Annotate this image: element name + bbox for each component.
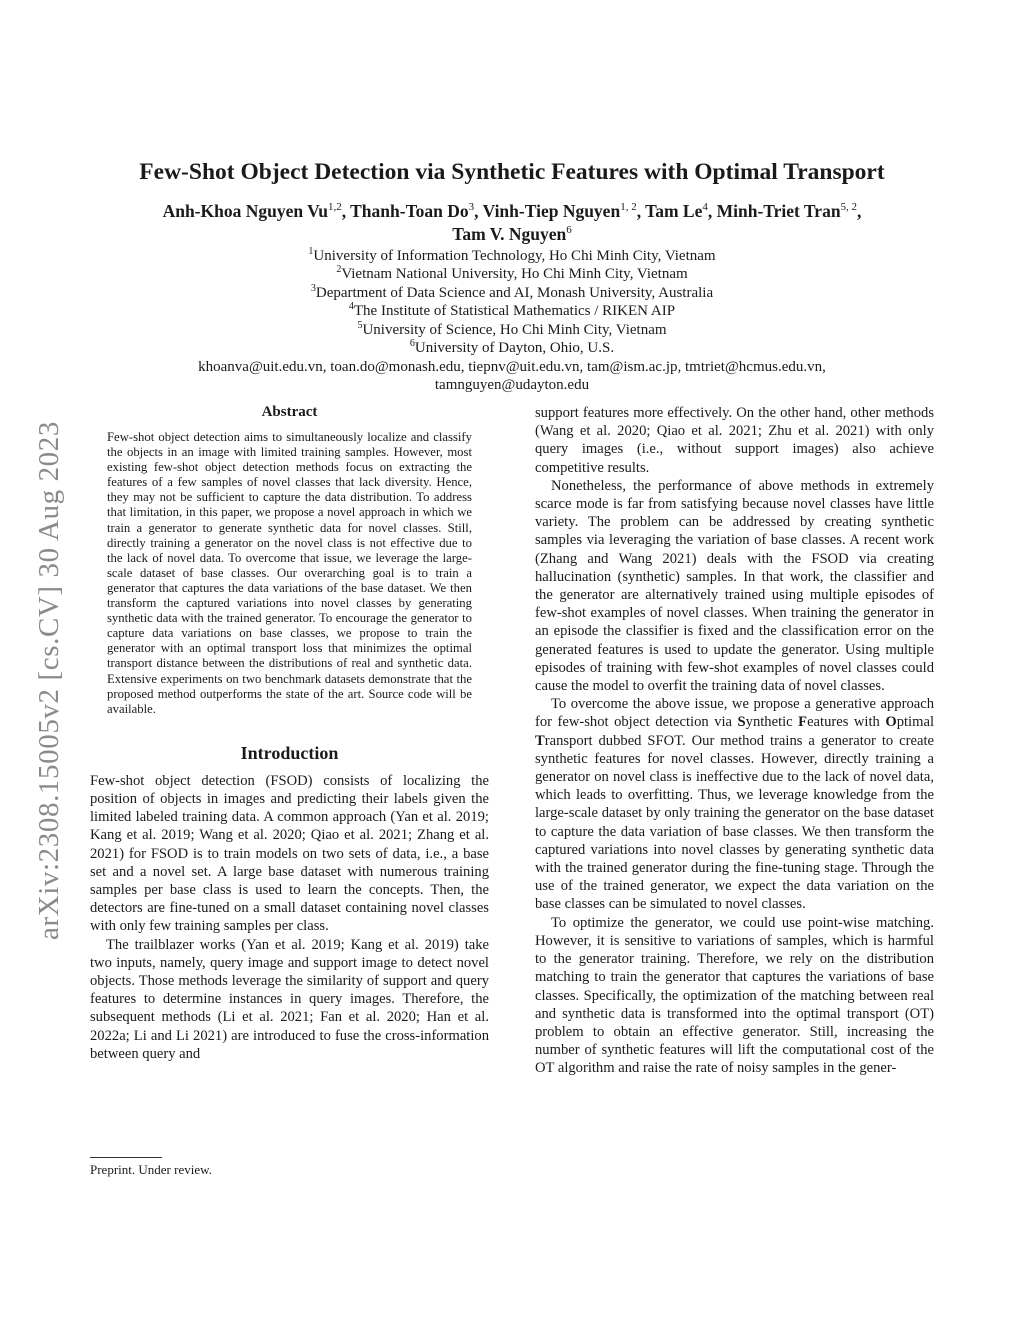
- affiliation-text: University of Dayton, Ohio, U.S.: [414, 340, 615, 357]
- author-name: Tam Le: [645, 201, 703, 221]
- affiliation-list: [90, 247, 934, 357]
- author-affiliation-mark: 4: [702, 201, 708, 213]
- author-name: Thanh-Toan Do: [350, 201, 469, 221]
- author-name: Minh-Triet Tran: [716, 201, 841, 221]
- affiliation-line: [90, 247, 934, 265]
- right-column: [535, 404, 934, 1078]
- author-separator: ,: [707, 201, 717, 221]
- affiliation-mark: 1: [308, 246, 314, 257]
- affiliation-mark: 3: [310, 282, 316, 294]
- email-line: tamnguyen@udayton.edu: [434, 377, 590, 394]
- author-emails: [90, 358, 934, 395]
- author-name: Anh-Khoa Nguyen Vu: [162, 201, 328, 221]
- body-paragraph: Few-shot object detection (FSOD) consists of localizing the position of objects in images and predicting their labels given the limited labeled training data. A common approach (Yan et al. 2019; Kang et al. 2019; Wang et al. 2020; Qiao et al. 2021; Zhang et al. 2021) for FSOD is to train models on two sets of data, i.e., a base set and a novel set. A large base dataset with numerous training samples per base class is used to learn the concepts. Then, the detectors are fine-tuned on a small dataset containing novel classes with only few training samples per class.: [90, 772, 489, 935]
- author-affiliation-mark: 1, 2: [620, 201, 637, 213]
- author-affiliation-mark: 3: [468, 201, 475, 213]
- paragraph-fragment: eatures with: [807, 714, 886, 731]
- body-paragraph: [535, 695, 934, 913]
- abstract-text: Few-shot object detection aims to simultaneously localize and classify the objects in an image with limited training samples. However, most existing few-shot object detection methods focus on extracting the features of a few samples of novel classes that lack diversity. Hence, they may not be sufficient to capture the data distribution. To address that limitation, in this paper, we propose a novel approach in which we train a generator to generate synthetic data for novel classes. Still, directly training a generator on the novel class is not effective due to the lack of novel data. To overcome that issue, we leverage the large-scale dataset of base classes. Our overarching goal is to train a generator that captures the data variations of the base dataset. We then transform the captured variations into novel classes by generating synthetic data with the trained generator. To encourage the generator to capture data variations on base classes, we propose to train the generator with an optimal transport loss that minimizes the optimal transport distance between the distributions of real and synthetic data. Extensive experiments on two benchmark datasets demonstrate that the proposed method outperforms the state of the art. Source code will be available.: [107, 430, 472, 716]
- paragraph-fragment: ynthetic: [745, 714, 799, 731]
- paragraph-fragment: ptimal: [896, 714, 934, 731]
- footnote: Preprint. Under review.: [90, 1162, 212, 1177]
- affiliation-mark: 2: [336, 264, 342, 276]
- affiliation-text: Department of Data Science and AI, Monash University, Australia: [315, 284, 714, 301]
- left-column: [90, 404, 489, 1063]
- paragraph-fragment: ransport dubbed SFOT. Our method trains a generator to create synthetic features for novel classes. However, directly training a generator on novel class is ineffective due to the lack of novel data, which leads to overfitting. Thus, we leverage knowledge from the large-scale dataset by only training the generator on the base dataset to capture the data variation of base classes. We then transform the captured variations into novel classes by generating synthetic data with the trained generator during the fine-tuning stage. Through the use of the trained generator, we expect the data variation on the base classes can be simulated to novel classes.: [535, 732, 934, 913]
- author-separator: ,: [474, 201, 483, 221]
- affiliation-text: University of Information Technology, Ho Chi Minh City, Vietnam: [313, 248, 716, 264]
- affiliation-text: University of Science, Ho Chi Minh City, Vietnam: [362, 321, 667, 338]
- introduction-heading: Introduction: [240, 742, 339, 763]
- author-name: Vinh-Tiep Nguyen: [482, 201, 621, 221]
- paper-title: Few-Shot Object Detection via Synthetic Features with Optimal Transport: [139, 159, 885, 185]
- affiliation-line: [90, 265, 934, 283]
- body-paragraph: The trailblazer works (Yan et al. 2019; Kang et al. 2019) take two inputs, namely, query image and support image to detect novel objects. Those methods leverage the similarity of support and query features to determine instances in query images. Therefore, the subsequent methods (Li et al. 2021; Fan et al. 2020; Han et al. 2022a; Li and Li 2021) are introduced to fuse the cross-information between query and: [90, 936, 489, 1062]
- email-line: khoanva@uit.edu.vn, toan.do@monash.edu, tiepnv@uit.edu.vn, tam@ism.ac.jp, tmtriet@hcmus.edu.vn,: [198, 359, 826, 375]
- body-paragraph: support features more effectively. On the other hand, other methods (Wang et al. 2020; Qiao et al. 2021; Zhu et al. 2021) with only query images (i.e., without support images) also achieve competitive results.: [535, 405, 934, 476]
- arxiv-identifier-stamp: arXiv:2308.15005v2 [cs.CV] 30 Aug 2023: [33, 421, 65, 940]
- author-affiliation-mark: 1,2: [327, 201, 342, 213]
- affiliation-text: Vietnam National University, Ho Chi Minh City, Vietnam: [341, 266, 688, 283]
- affiliation-line: [90, 321, 934, 339]
- paragraph-fragment: To overcome the above issue, we propose a generative approach for few-shot object detection via: [535, 696, 934, 731]
- body-paragraph: Nonetheless, the performance of above methods in extremely scarce mode is far from satisfying because novel classes have little variety. The problem can be addressed by creating synthetic samples via leveraging the variation of base classes. A recent work (Zhang and Wang 2021) deals with the FSOD via creating hallucination (synthetic) samples. In that work, the classifier and the generator are alternatively trained using multiple episodes of few-shot examples of novel classes. When training the generator in an episode the classifier is fixed and the classification error on the generated features is used to update the generator. Using multiple episodes of training with few-shot examples of novel classes could cause the model to overfit the training data of novel classes.: [535, 477, 934, 695]
- author-separator: ,: [636, 201, 646, 221]
- acronym-letter: O: [885, 714, 897, 731]
- affiliation-mark: 6: [409, 338, 415, 350]
- author-affiliation-mark: 6: [566, 224, 572, 236]
- author-list: [90, 200, 934, 246]
- affiliation-text: The Institute of Statistical Mathematics / RIKEN AIP: [353, 303, 676, 320]
- acronym-letter: F: [798, 714, 808, 731]
- author-name: Tam V. Nguyen: [452, 224, 567, 244]
- affiliation-mark: 4: [348, 301, 354, 313]
- affiliation-line: [90, 284, 934, 302]
- affiliation-line: [90, 339, 934, 357]
- abstract-heading: Abstract: [261, 404, 318, 420]
- body-paragraph: To optimize the generator, we could use point-wise matching. However, it is sensitive to variations of samples, which is harmful to the generator training. Therefore, we rely on the distribution matching to train the generator that captures the variations of base classes. Specifically, the optimization of the matching between real and synthetic data is transformed into the optimal transport (OT) problem to obtain an effective generator. Still, increasing the number of synthetic features will lift the computational cost of the OT algorithm and raise the rate of noisy samples in the gener-: [535, 914, 934, 1077]
- affiliation-mark: 5: [357, 319, 363, 331]
- author-separator: ,: [341, 201, 351, 221]
- author-affiliation-mark: 5, 2: [840, 201, 858, 213]
- author-separator: ,: [857, 201, 862, 221]
- footnote-divider: [90, 1157, 162, 1158]
- acronym-letter: T: [535, 732, 545, 749]
- acronym-letter: S: [737, 714, 746, 731]
- affiliation-line: [90, 302, 934, 320]
